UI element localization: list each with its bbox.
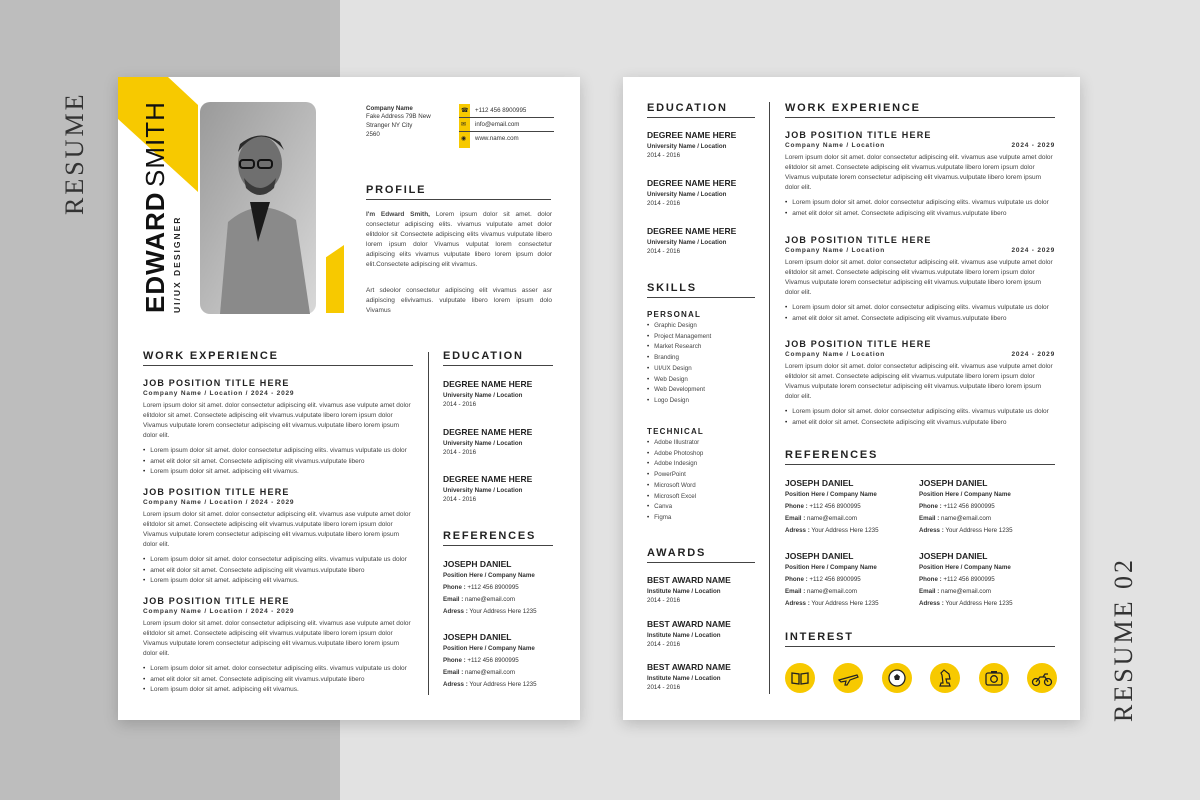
- ref-phone: +112 456 8900995: [809, 576, 861, 583]
- list-item: • UI/UX Design: [647, 364, 711, 375]
- ref-phone: +112 456 8900995: [943, 503, 995, 510]
- degree-name: DEGREE NAME HERE: [647, 130, 737, 140]
- job-description: Lorem ipsum dolor sit amet. dolor consectetur adipiscing elit. vivamus ase vulpute amet dolor elitdolor sit amet. Consectete adipiscing elit vivamus.vulputate libero lorem ipsum dolor Vivamus vulputate lorem consectetur adipiscing elit vivamus.vulputate libero lorem ipsum dolor elit.: [143, 620, 411, 657]
- profile-para1: Lorem ipsum dolor sit amet. dolor consectetur adipiscing elits. vivamus vulputate amet dolor elitdolor sit Consectete adipiscing elits vivamus vulputate libero lorem ipsum dolor Vivamus vulputat lorem consectetur adipiscing elits vivamus vulputate libero lorem ipsum dolor elit.Consectete adipiscing elit vivamus.: [366, 211, 552, 268]
- technical-heading: TECHNICAL: [647, 427, 705, 436]
- contact-web-row: [459, 132, 554, 146]
- ref-email-label: Email :: [785, 515, 806, 522]
- list-item: • Lorem ipsum dolor sit amet. dolor consectetur adipiscing elits. vivamus vulputate us dolor: [785, 198, 1055, 209]
- job-description: Lorem ipsum dolor sit amet. dolor consectetur adipiscing elit. vivamus ase vulpute amet dolor elitdolor sit amet. Consectete adipiscing elit vivamus.vulputate libero lorem ipsum dolor Vivamus vulputate lorem consectetur adipiscing elit vivamus.vulputate libero lorem ipsum dolor elit.: [143, 511, 411, 548]
- list-item: • Adobe Indesign: [647, 459, 704, 470]
- ref-email-line: [785, 587, 879, 597]
- ref-address-line: [443, 607, 537, 617]
- edu-years: 2014 - 2016: [647, 152, 681, 159]
- ref-address-line: [785, 599, 879, 609]
- list-item: • Figma: [647, 513, 704, 524]
- job-company: Company Name / Location: [785, 247, 886, 254]
- profile-rule: [366, 199, 551, 200]
- list-item: • Lorem ipsum dolor sit amet. adipiscing elit vivamus.: [143, 685, 415, 696]
- interest-rule: [785, 646, 1055, 647]
- job-company: Company Name / Location / 2024 - 2029: [143, 390, 295, 397]
- job-company: Company Name / Location / 2024 - 2029: [143, 499, 295, 506]
- list-item: • Lorem ipsum dolor sit amet. dolor consectetur adipiscing elits. vivamus vulputate us dolor: [785, 303, 1055, 314]
- award-institute: Institute Name / Location: [647, 632, 721, 639]
- university: University Name / Location: [647, 239, 727, 246]
- column-divider: [428, 352, 429, 695]
- name-vertical: [140, 101, 171, 313]
- job-entry: [143, 487, 415, 587]
- resume-page-2: [623, 77, 1080, 720]
- job-title: JOB POSITION TITLE HERE: [143, 596, 290, 606]
- list-item: • PowerPoint: [647, 470, 704, 481]
- column-divider: [769, 102, 770, 694]
- job-title-vertical: UI/UX DESIGNER: [172, 215, 182, 313]
- job-title: JOB POSITION TITLE HERE: [143, 378, 290, 388]
- list-item: • Lorem ipsum dolor sit amet. dolor consectetur adipiscing elits. vivamus vulputate us dolor: [143, 555, 415, 566]
- degree-name: DEGREE NAME HERE: [443, 427, 533, 437]
- reference-item: [785, 551, 879, 609]
- education-item: [443, 474, 532, 505]
- list-item: • Lorem ipsum dolor sit amet. adipiscing elit vivamus.: [143, 576, 415, 587]
- job-title: JOB POSITION TITLE HERE: [785, 235, 932, 245]
- job-description: Lorem ipsum dolor sit amet. dolor consectetur adipiscing elit. vivamus ase vulpute amet dolor elitdolor sit amet. Consectete adipiscing elit vivamus.vulputate libero lorem ipsum dolor Vivamus vulputate lorem consectetur adipiscing elit vivamus.vulputate libero lorem ipsum dolor elit.: [143, 402, 411, 439]
- reference-item: [919, 478, 1013, 536]
- list-item: • Logo Design: [647, 396, 711, 407]
- job-bullets: [785, 198, 1055, 219]
- chess-knight-icon: [930, 663, 960, 693]
- last-name: SMITH: [140, 101, 170, 187]
- job-entry: [785, 235, 1055, 324]
- list-item: • Web Design: [647, 375, 711, 386]
- edu-years: 2014 - 2016: [443, 496, 477, 503]
- job-entry: [143, 596, 415, 696]
- ref-address: Your Address Here 1235: [945, 600, 1013, 607]
- job-title: JOB POSITION TITLE HERE: [143, 487, 290, 497]
- ref-address-label: Adress :: [443, 681, 468, 688]
- ref-email-label: Email :: [785, 588, 806, 595]
- globe-icon: ◉: [461, 136, 467, 142]
- award-years: 2014 - 2016: [647, 641, 681, 648]
- ref-email: name@email.com: [941, 515, 991, 522]
- ref-address-line: [785, 526, 879, 536]
- job-meta: [785, 247, 1055, 254]
- ref-position: Position Here / Company Name: [785, 564, 877, 571]
- ref-email-label: Email :: [443, 669, 464, 676]
- profile-lead: I'm Edward Smith,: [366, 211, 430, 218]
- personal-skills: [647, 310, 711, 407]
- resume-page-1: [118, 77, 580, 720]
- ref-address: Your Address Here 1235: [945, 527, 1013, 534]
- job-bullets: [785, 303, 1055, 324]
- first-name: EDWARD: [140, 191, 170, 313]
- work-rule: [143, 365, 413, 366]
- ref-address: Your Address Here 1235: [469, 681, 537, 688]
- award-item: [647, 619, 731, 650]
- job-bullets: [143, 446, 415, 478]
- job-dates: 2024 - 2029: [1011, 351, 1055, 358]
- ref-address-label: Adress :: [785, 527, 810, 534]
- ref-email: name@email.com: [465, 669, 515, 676]
- list-item: • Market Research: [647, 342, 711, 353]
- university: University Name / Location: [443, 440, 523, 447]
- award-item: [647, 575, 731, 606]
- university: University Name / Location: [443, 487, 523, 494]
- ref-address-label: Adress :: [785, 600, 810, 607]
- reference-item: [919, 551, 1013, 609]
- ref-name: JOSEPH DANIEL: [919, 478, 988, 488]
- ref-name: JOSEPH DANIEL: [785, 478, 854, 488]
- list-item: • Graphic Design: [647, 321, 711, 332]
- ref-address: Your Address Here 1235: [811, 600, 879, 607]
- references-heading: REFERENCES: [785, 449, 879, 461]
- list-item: • Lorem ipsum dolor sit amet. dolor consectetur adipiscing elits. vivamus vulputate us dolor: [785, 407, 1055, 418]
- job-entry: [785, 339, 1055, 428]
- interest-icons: [785, 663, 1057, 693]
- ref-position: Position Here / Company Name: [919, 491, 1011, 498]
- award-name: BEST AWARD NAME: [647, 575, 731, 585]
- list-item: • Web Development: [647, 385, 711, 396]
- list-item: • Microsoft Excel: [647, 492, 704, 503]
- technical-skills: [647, 427, 704, 524]
- ref-email-line: [919, 514, 1013, 524]
- reference-item: [785, 478, 879, 536]
- edu-years: 2014 - 2016: [443, 401, 477, 408]
- address-line: Fake Address 79B New: [366, 113, 431, 120]
- university: University Name / Location: [647, 143, 727, 150]
- job-dates: 2024 - 2029: [1011, 142, 1055, 149]
- ref-phone-label: Phone :: [443, 584, 466, 591]
- job-bullets: [785, 407, 1055, 428]
- education-item: [647, 226, 736, 257]
- list-item: • amet elit dolor sit amet. Consectete adipiscing elit vivamus.vulputate libero: [143, 566, 415, 577]
- education-heading: EDUCATION: [647, 102, 728, 114]
- list-item: • Lorem ipsum dolor sit amet. dolor consectetur adipiscing elits. vivamus vulputate us dolor: [143, 664, 415, 675]
- list-item: • Branding: [647, 353, 711, 364]
- contact-phone: +112 456 8900995: [475, 107, 527, 114]
- ref-email: name@email.com: [807, 515, 857, 522]
- award-years: 2014 - 2016: [647, 597, 681, 604]
- company-name: Company Name: [366, 105, 413, 112]
- ref-email-label: Email :: [919, 515, 940, 522]
- list-item: • amet elit dolor sit amet. Consectete adipiscing elit vivamus.vulputate libero: [143, 457, 415, 468]
- ref-address-line: [919, 526, 1013, 536]
- resume-02-label: RESUME 02: [1109, 557, 1138, 722]
- airplane-icon: [833, 663, 863, 693]
- degree-name: DEGREE NAME HERE: [443, 474, 533, 484]
- job-meta: [785, 351, 1055, 358]
- job-bullets: [143, 555, 415, 587]
- degree-name: DEGREE NAME HERE: [647, 226, 737, 236]
- award-name: BEST AWARD NAME: [647, 619, 731, 629]
- award-item: [647, 662, 731, 693]
- job-bullets: [143, 664, 415, 696]
- ref-phone-label: Phone :: [919, 503, 942, 510]
- job-dates: 2024 - 2029: [1011, 247, 1055, 254]
- ref-email-label: Email :: [919, 588, 940, 595]
- ref-address: Your Address Here 1235: [469, 608, 537, 615]
- work-rule: [785, 117, 1055, 118]
- ref-address-line: [919, 599, 1013, 609]
- award-institute: Institute Name / Location: [647, 588, 721, 595]
- photo-accent-bar: [326, 245, 344, 313]
- work-experience-heading: WORK EXPERIENCE: [143, 350, 279, 362]
- profile-photo: [200, 102, 316, 314]
- award-name: BEST AWARD NAME: [647, 662, 731, 672]
- contact-web: www.name.com: [475, 135, 519, 142]
- job-entry: [785, 130, 1055, 219]
- degree-name: DEGREE NAME HERE: [443, 379, 533, 389]
- contact-lines: [459, 104, 554, 146]
- job-description: Lorem ipsum dolor sit amet. dolor consectetur adipiscing elit. vivamus ase vulpute amet dolor elitdolor sit amet. Consectete adipiscing elit vivamus.vulputate libero lorem ipsum dolor Vivamus vulputate lorem consectetur adipiscing elit vivamus.vulputate libero lorem ipsum dolor elit.: [785, 363, 1053, 400]
- profile-heading: PROFILE: [366, 184, 427, 196]
- skills-rule: [647, 297, 755, 298]
- ref-name: JOSEPH DANIEL: [443, 632, 512, 642]
- contact-email-row: [459, 118, 554, 132]
- education-item: [647, 178, 736, 209]
- education-rule: [443, 365, 553, 366]
- ref-email: name@email.com: [807, 588, 857, 595]
- education-item: [443, 427, 532, 458]
- ref-position: Position Here / Company Name: [919, 564, 1011, 571]
- job-company: Company Name / Location / 2024 - 2029: [143, 608, 295, 615]
- resume-label: RESUME: [60, 91, 89, 215]
- ref-address-label: Adress :: [919, 600, 944, 607]
- job-title: JOB POSITION TITLE HERE: [785, 339, 932, 349]
- contact-email: info@email.com: [475, 121, 520, 128]
- ref-address-line: [443, 680, 537, 690]
- references-rule: [785, 464, 1055, 465]
- work-experience-heading: WORK EXPERIENCE: [785, 102, 921, 114]
- book-icon: [785, 663, 815, 693]
- awards-heading: AWARDS: [647, 547, 707, 559]
- ref-phone-line: [443, 656, 537, 666]
- motorcycle-icon: [1027, 663, 1057, 693]
- ref-name: JOSEPH DANIEL: [785, 551, 854, 561]
- contact-phone-row: [459, 104, 554, 118]
- ref-phone-label: Phone :: [785, 576, 808, 583]
- job-description: Lorem ipsum dolor sit amet. dolor consectetur adipiscing elit. vivamus ase vulpute amet dolor elitdolor sit amet. Consectete adipiscing elit vivamus.vulputate libero lorem ipsum dolor Vivamus vulputate lorem consectetur adipiscing elit vivamus.vulputate libero lorem ipsum dolor elit.: [785, 259, 1053, 296]
- profile-para2: Art sdeolor consectetur adipiscing elit vivamus asser asr adipiscing elivivamus. vulputate libero lorem ipsum dolo Vivamus: [366, 287, 552, 314]
- list-item: • amet elit dolor sit amet. Consectete adipiscing elit vivamus.vulputate libero: [785, 314, 1055, 325]
- education-item: [647, 130, 736, 161]
- ref-email-line: [785, 514, 879, 524]
- edu-years: 2014 - 2016: [647, 200, 681, 207]
- ref-email: name@email.com: [465, 596, 515, 603]
- edu-years: 2014 - 2016: [443, 449, 477, 456]
- list-item: • Project Management: [647, 332, 711, 343]
- ref-phone-line: [785, 502, 879, 512]
- reference-item: [443, 559, 537, 617]
- education-heading: EDUCATION: [443, 350, 524, 362]
- ref-email-line: [919, 587, 1013, 597]
- soccer-ball-icon: [882, 663, 912, 693]
- awards-rule: [647, 562, 755, 563]
- ref-phone-line: [919, 502, 1013, 512]
- ref-email: name@email.com: [941, 588, 991, 595]
- job-company: Company Name / Location: [785, 351, 886, 358]
- list-item: • Lorem ipsum dolor sit amet. adipiscing elit vivamus.: [143, 467, 415, 478]
- job-description: Lorem ipsum dolor sit amet. dolor consectetur adipiscing elit. vivamus ase vulpute amet dolor elitdolor sit amet. Consectete adipiscing elit vivamus.vulputate libero lorem ipsum dolor Vivamus vulputate lorem consectetur adipiscing elit vivamus.vulputate libero lorem ipsum dolor elit.: [785, 154, 1053, 191]
- award-institute: Institute Name / Location: [647, 675, 721, 682]
- list-item: • amet elit dolor sit amet. Consectete adipiscing elit vivamus.vulputate libero: [785, 209, 1055, 220]
- list-item: • Adobe Photoshop: [647, 449, 704, 460]
- address-line: 2560: [366, 131, 380, 138]
- camera-icon: [979, 663, 1009, 693]
- contact-address: [366, 105, 456, 140]
- phone-icon: ☎: [461, 108, 469, 114]
- interest-heading: INTEREST: [785, 631, 854, 643]
- ref-phone-line: [785, 575, 879, 585]
- personal-list: [647, 321, 711, 407]
- job-company: Company Name / Location: [785, 142, 886, 149]
- ref-email-line: [443, 668, 537, 678]
- ref-phone: +112 456 8900995: [467, 584, 519, 591]
- ref-email-label: Email :: [443, 596, 464, 603]
- job-meta: [785, 142, 1055, 149]
- ref-name: JOSEPH DANIEL: [919, 551, 988, 561]
- degree-name: DEGREE NAME HERE: [647, 178, 737, 188]
- award-years: 2014 - 2016: [647, 684, 681, 691]
- references-rule: [443, 545, 553, 546]
- job-entry: [143, 378, 415, 478]
- reference-item: [443, 632, 537, 690]
- education-rule: [647, 117, 755, 118]
- ref-position: Position Here / Company Name: [443, 645, 535, 652]
- ref-phone: +112 456 8900995: [467, 657, 519, 664]
- personal-heading: PERSONAL: [647, 310, 702, 319]
- address-line: Stranger NY City: [366, 122, 413, 129]
- ref-address-label: Adress :: [443, 608, 468, 615]
- list-item: • amet elit dolor sit amet. Consectete adipiscing elit vivamus.vulputate libero: [143, 675, 415, 686]
- ref-address: Your Address Here 1235: [811, 527, 879, 534]
- ref-phone: +112 456 8900995: [943, 576, 995, 583]
- list-item: • Microsoft Word: [647, 481, 704, 492]
- education-item: [443, 379, 532, 410]
- skills-heading: SKILLS: [647, 282, 697, 294]
- ref-phone-label: Phone :: [919, 576, 942, 583]
- ref-phone-label: Phone :: [443, 657, 466, 664]
- list-item: • Canva: [647, 502, 704, 513]
- edu-years: 2014 - 2016: [647, 248, 681, 255]
- university: University Name / Location: [647, 191, 727, 198]
- ref-phone-line: [919, 575, 1013, 585]
- ref-address-label: Adress :: [919, 527, 944, 534]
- list-item: • Lorem ipsum dolor sit amet. dolor consectetur adipiscing elits. vivamus vulputate us dolor: [143, 446, 415, 457]
- list-item: • amet elit dolor sit amet. Consectete adipiscing elit vivamus.vulputate libero: [785, 418, 1055, 429]
- job-title: JOB POSITION TITLE HERE: [785, 130, 932, 140]
- ref-phone: +112 456 8900995: [809, 503, 861, 510]
- ref-position: Position Here / Company Name: [785, 491, 877, 498]
- ref-name: JOSEPH DANIEL: [443, 559, 512, 569]
- profile-text: [366, 210, 552, 270]
- university: University Name / Location: [443, 392, 523, 399]
- email-icon: ✉: [461, 122, 467, 128]
- references-heading: REFERENCES: [443, 530, 537, 542]
- technical-list: [647, 438, 704, 524]
- ref-phone-label: Phone :: [785, 503, 808, 510]
- ref-email-line: [443, 595, 537, 605]
- list-item: • Adobe Illustrator: [647, 438, 704, 449]
- ref-phone-line: [443, 583, 537, 593]
- ref-position: Position Here / Company Name: [443, 572, 535, 579]
